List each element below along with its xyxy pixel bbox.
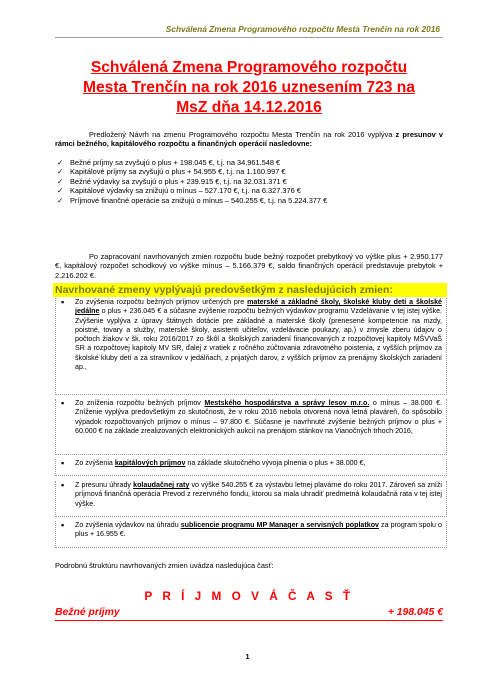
checklist-item: ✓ Kapitálové výdavky sa znižujú o mínus – 527.170 €, t.j. na 6.327.376 € — [57, 186, 301, 196]
checkmark-icon: ✓ — [57, 167, 64, 177]
bullet-icon: ▪ — [61, 458, 65, 468]
intro-text: Predložený Návrh na zmenu Programového rozpočtu Mesta Trenčín na rok 2016 vyplýva — [89, 130, 393, 139]
current-income-row — [55, 606, 443, 621]
header-rule — [55, 37, 443, 38]
bullet-item: ▪ Zo zvýšenia výdavkov na úhradu sublicencie programu MP Manager a servisných poplatkov za program spolu o plus + 16.955 €. — [55, 521, 447, 548]
bullet-icon: ▪ — [61, 480, 65, 490]
checkmark-icon: ✓ — [57, 176, 64, 186]
title-line-3: MsZ dňa 14.12.2016 — [176, 99, 322, 116]
current-income-label: Bežné príjmy — [55, 607, 120, 618]
income-section-title: P R Í J M O V Á Č A S Ť — [144, 589, 354, 603]
checklist-item: ✓ Kapitálové príjmy sa zvyšujú o plus + 54.955 €, t.j. na 1.160.997 € — [57, 167, 286, 177]
checklist-item: ✓ Bežné výdavky sa zvyšujú o plus + 239.915 €, t.j. na 32.031.371 € — [57, 176, 287, 186]
structure-note: Podrobnú štruktúru navrhovaných zmien uvádza nasledujúca časť: — [55, 561, 274, 570]
page-header: Schválená Zmena Programového rozpočtu Mesta Trenčín na rok 2016 — [165, 24, 440, 34]
change-checklist — [55, 158, 445, 205]
intro-paragraph — [55, 130, 443, 149]
title-line-2: Mesta Trenčín na rok 2016 uznesením 723 na — [83, 79, 415, 96]
checkmark-icon: ✓ — [57, 158, 64, 167]
current-income-value: + 198.045 € — [387, 607, 443, 618]
checkmark-icon: ✓ — [57, 186, 64, 196]
bullet-item: ▪ Zo zvýšenia rozpočtu bežných príjmov určených pre materské a základné školy, školské kluby detí a školské jedálne o plus + 236.045 € a súčasne zvýšenie rozpočtu bežných výdavkov programu Vzdelávanie v tej istej výške. Zvýšenie vyplýva z úpravy štátnych dotácie pre základné a materské školy (prenesené kompetencie na mzdy, poistné, tovary a služby, materské školy, asistenti učiteľov, vzdelávacie poukazy, ap.) v zmysle zberu údajov o počtoch žiakov v šk. roku 2016/2017 zo škôl a školských zariadení financovaných z rozpočtovej kapitoly MŠVVaŠ SR a rozpočtovej kapitoly MV SR, ďalej z vratiek z ročného zúčtovania zdravotného poistenia, z vyšších príjmov za školské kluby detí a za stravníkov v jedálňach, z prijatých darov, z vyšších príjmov za prenájmy školských zariadení ap., — [55, 298, 447, 395]
bullet-item: ▪ Z presunu úhrady kolaudačnej raty vo výške 540.255 € za výstavbu letnej plavárne do roku 2017. Zároveň sa zníži príjmová finančná operácia Prevod z rezervného fondu, ktorou sa mala uhradiť predmetná kolaudačná rata v tej istej výške. — [55, 481, 447, 517]
bullet-icon: ▪ — [61, 398, 65, 408]
section-heading: Navrhované zmeny vyplývajú predovšetkým z nasledujúcich zmien: — [53, 283, 447, 297]
bullet-item: ▪ Zo zníženia rozpočtu bežných príjmov Mestského hospodárstva a správy lesov m.r.o. o mínus – 38.000 €. Zníženie vyplýva predovšetkým zo skutočnosti, že v roku 2016 nebola otvorená nová letná plaváreň, čo spôsobilo výpadok rozpočtovaných príjmov o mínus – 97.800 €. Súčasne je navrhnuté zvýšenie bežných príjmov o plus + 60.000 € na základe zrealizovaných elektronických aukcií na prenájom stánkov na Vianočných trhoch 2016, — [55, 399, 447, 455]
bullet-icon: ▪ — [61, 520, 65, 530]
page-number: 1 — [245, 652, 250, 661]
checklist-item: ✓ Príjmové finančné operácie sa znižujú o mínus – 540.255 €, t.j. na 5.224.377 € — [57, 195, 328, 205]
document-title — [55, 58, 443, 118]
intro-bold: z presunov v rámci bežného, kapitálového rozpočtu a finančných operácií nasledovne: — [55, 130, 443, 149]
checklist-item: ✓ Bežné príjmy sa zvyšujú o plus + 198.045 €, t.j. na 34.961.548 € — [57, 158, 281, 167]
checkmark-icon: ✓ — [57, 195, 64, 205]
summary-paragraph: Po zapracovaní navrhovaných zmien rozpočtu bude bežný rozpočet prebytkový vo výške plus + 2.950.177 €, kapitálový rozpočet schodkový vo výške mínus – 5.166.379 €, saldo finančných operácií predstavuje prebytok + 2.216.202 €. — [55, 252, 444, 280]
bullet-icon: ▪ — [61, 297, 65, 307]
title-line-1: Schválená Zmena Programového rozpočtu — [90, 59, 408, 76]
bullet-item: ▪ Zo zvýšenia kapitálových príjmov na základe skutočného vývoja plnenia o plus + 38.000 €, — [55, 459, 447, 476]
